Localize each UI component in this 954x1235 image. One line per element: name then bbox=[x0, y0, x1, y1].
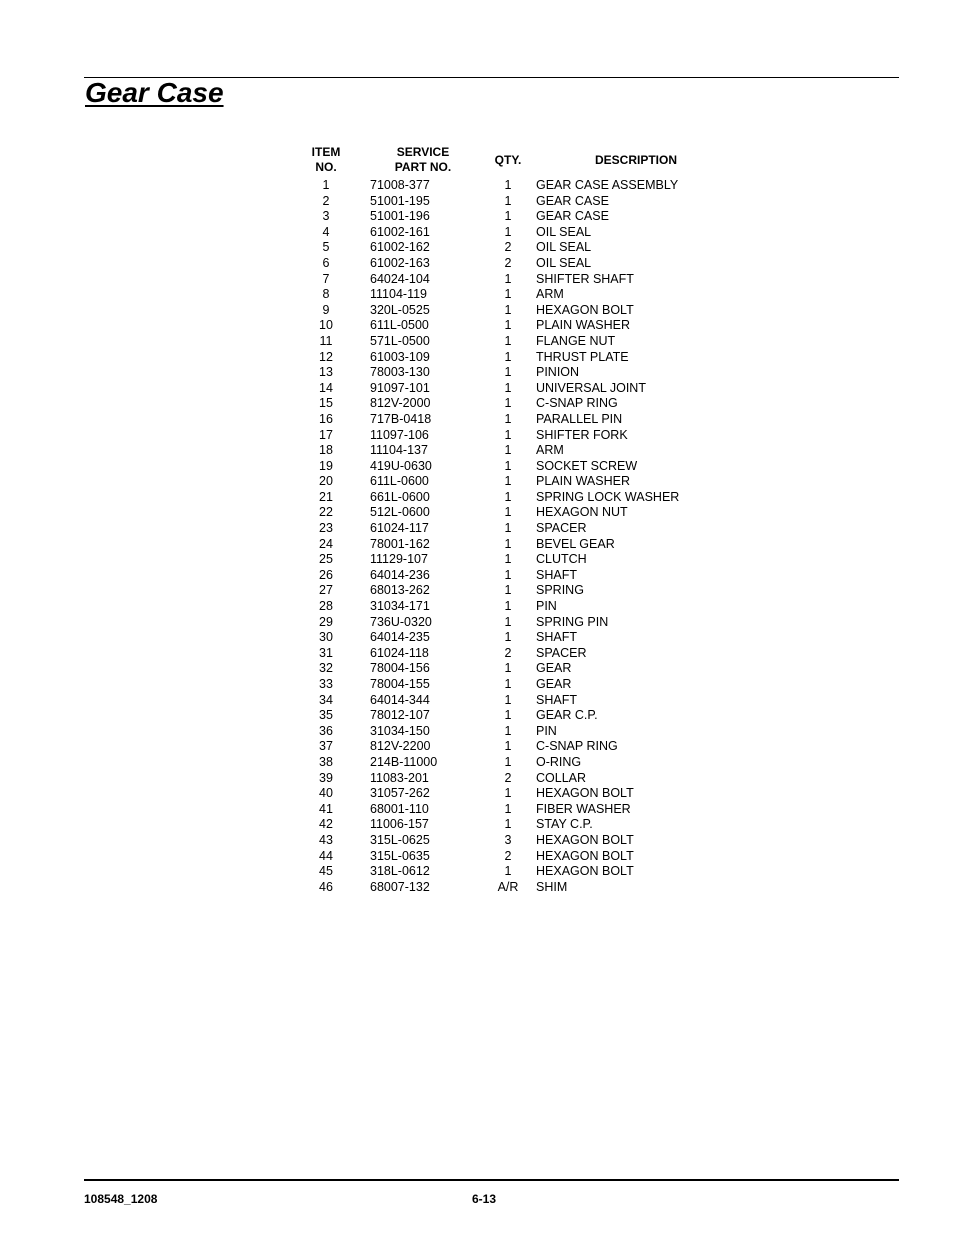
table-row bbox=[300, 630, 736, 646]
table-row bbox=[300, 599, 736, 615]
qty-cell: 2 bbox=[504, 848, 512, 863]
table-row bbox=[300, 677, 736, 693]
part-no-cell: 61024-118 bbox=[370, 645, 429, 660]
item-no-cell: 2 bbox=[322, 193, 330, 208]
item-no-cell: 21 bbox=[319, 489, 333, 504]
description-cell: SHAFT bbox=[536, 692, 577, 707]
description-cell: CLUTCH bbox=[536, 552, 587, 567]
header-service-part-no bbox=[352, 143, 482, 178]
qty-cell: 1 bbox=[504, 661, 512, 676]
part-no-cell: 31034-150 bbox=[370, 723, 430, 738]
qty-cell: 1 bbox=[504, 552, 512, 567]
part-no-cell: 61002-161 bbox=[370, 224, 430, 239]
item-no-cell: 5 bbox=[322, 240, 330, 255]
qty-cell: 1 bbox=[504, 458, 512, 473]
part-no-cell: 61024-117 bbox=[370, 521, 429, 536]
item-no-cell: 22 bbox=[319, 505, 333, 520]
item-no-cell: 1 bbox=[322, 178, 330, 192]
table-row bbox=[300, 833, 736, 849]
part-no-cell: 78003-130 bbox=[370, 365, 430, 380]
item-no-cell: 33 bbox=[319, 677, 333, 691]
table-row bbox=[300, 225, 736, 241]
table-row bbox=[300, 849, 736, 865]
item-no-cell: 38 bbox=[319, 754, 333, 769]
description-cell: SPRING LOCK WASHER bbox=[536, 489, 680, 504]
header-part-line-2: PART NO. bbox=[394, 160, 452, 174]
qty-cell: 1 bbox=[504, 786, 512, 801]
header-qty: QTY. bbox=[494, 152, 522, 167]
description-cell: SPACER bbox=[536, 521, 587, 536]
qty-cell: 1 bbox=[504, 489, 512, 504]
item-no-cell: 20 bbox=[319, 474, 333, 489]
item-no-cell: 26 bbox=[319, 567, 333, 582]
description-cell: UNIVERSAL JOINT bbox=[536, 380, 646, 395]
qty-cell: 1 bbox=[504, 474, 512, 489]
qty-cell: 1 bbox=[504, 318, 512, 333]
header-item-line-2: NO. bbox=[315, 160, 337, 174]
table-row bbox=[300, 615, 736, 631]
description-cell: GEAR CASE bbox=[536, 209, 609, 224]
item-no-cell: 36 bbox=[319, 723, 333, 738]
part-no-cell: 61002-163 bbox=[370, 255, 430, 270]
item-no-cell: 44 bbox=[319, 848, 333, 863]
item-no-cell: 28 bbox=[319, 599, 333, 614]
qty-cell: 1 bbox=[504, 536, 512, 551]
description-cell: OIL SEAL bbox=[536, 224, 592, 239]
qty-cell: 1 bbox=[504, 178, 512, 192]
part-no-cell: 78001-162 bbox=[370, 536, 430, 551]
qty-cell: 1 bbox=[504, 271, 512, 286]
description-cell: GEAR bbox=[536, 677, 572, 691]
part-no-cell: 68007-132 bbox=[370, 879, 430, 894]
part-no-cell: 812V-2200 bbox=[370, 739, 431, 754]
description-cell: PLAIN WASHER bbox=[536, 318, 631, 333]
qty-cell: 1 bbox=[504, 614, 512, 629]
item-no-cell: 14 bbox=[319, 380, 333, 395]
qty-cell: 1 bbox=[504, 287, 512, 302]
table-row bbox=[300, 771, 736, 787]
header-item-line-1: ITEM bbox=[311, 145, 341, 159]
description-cell: OIL SEAL bbox=[536, 240, 592, 255]
description-cell: HEXAGON BOLT bbox=[536, 302, 634, 317]
table-row bbox=[300, 583, 736, 599]
qty-cell: 2 bbox=[504, 255, 512, 270]
description-cell: SHAFT bbox=[536, 567, 577, 582]
item-no-cell: 25 bbox=[319, 552, 333, 567]
part-no-cell: 512L-0600 bbox=[370, 505, 430, 520]
qty-cell: 1 bbox=[504, 817, 512, 832]
part-no-cell: 61002-162 bbox=[370, 240, 430, 255]
qty-cell: 1 bbox=[504, 302, 512, 317]
item-no-cell: 29 bbox=[319, 614, 333, 629]
table-row bbox=[300, 287, 736, 303]
part-no-cell: 812V-2000 bbox=[370, 396, 431, 411]
table-row bbox=[300, 381, 736, 397]
table-row bbox=[300, 661, 736, 677]
qty-cell: 1 bbox=[504, 380, 512, 395]
header-item-no bbox=[300, 143, 352, 178]
qty-cell: 2 bbox=[504, 240, 512, 255]
part-no-cell: 68001-110 bbox=[370, 801, 429, 816]
table-row bbox=[300, 303, 736, 319]
qty-cell: 1 bbox=[504, 723, 512, 738]
item-no-cell: 45 bbox=[319, 864, 333, 879]
item-no-cell: 42 bbox=[319, 817, 333, 832]
description-cell: ARM bbox=[536, 287, 564, 302]
part-no-cell: 419U-0630 bbox=[370, 458, 432, 473]
part-no-cell: 320L-0525 bbox=[370, 302, 430, 317]
table-row bbox=[300, 350, 736, 366]
part-no-cell: 736U-0320 bbox=[370, 614, 432, 629]
table-row bbox=[300, 256, 736, 272]
description-cell: FIBER WASHER bbox=[536, 801, 631, 816]
description-cell: GEAR CASE bbox=[536, 193, 609, 208]
item-no-cell: 12 bbox=[319, 349, 333, 364]
part-no-cell: 661L-0600 bbox=[370, 489, 430, 504]
description-cell: C-SNAP RING bbox=[536, 396, 618, 411]
qty-cell: 1 bbox=[504, 521, 512, 536]
description-cell: OIL SEAL bbox=[536, 255, 592, 270]
item-no-cell: 3 bbox=[322, 209, 330, 224]
table-row bbox=[300, 459, 736, 475]
footer-page-number: 6-13 bbox=[472, 1192, 497, 1206]
qty-cell: 1 bbox=[504, 411, 512, 426]
part-no-cell: 78004-155 bbox=[370, 677, 430, 691]
item-no-cell: 13 bbox=[319, 365, 333, 380]
description-cell: COLLAR bbox=[536, 770, 587, 785]
qty-cell: 1 bbox=[504, 677, 512, 691]
qty-cell: 1 bbox=[504, 801, 512, 816]
part-no-cell: 11129-107 bbox=[370, 552, 428, 567]
description-cell: STAY C.P. bbox=[536, 817, 593, 832]
item-no-cell: 23 bbox=[319, 521, 333, 536]
table-row bbox=[300, 318, 736, 334]
part-no-cell: 11006-157 bbox=[370, 817, 429, 832]
description-cell: SHIFTER FORK bbox=[536, 427, 628, 442]
part-no-cell: 11097-106 bbox=[370, 427, 429, 442]
qty-cell: 1 bbox=[504, 692, 512, 707]
qty-cell: A/R bbox=[497, 879, 519, 894]
description-cell: SOCKET SCREW bbox=[536, 458, 638, 473]
description-cell: PLAIN WASHER bbox=[536, 474, 631, 489]
item-no-cell: 37 bbox=[319, 739, 333, 754]
description-cell: ARM bbox=[536, 443, 564, 458]
item-no-cell: 43 bbox=[319, 832, 333, 847]
table-row bbox=[300, 428, 736, 444]
part-no-cell: 11083-201 bbox=[370, 770, 429, 785]
part-no-cell: 68013-262 bbox=[370, 583, 430, 598]
header-part-line-1: SERVICE bbox=[396, 145, 450, 159]
item-no-cell: 46 bbox=[319, 879, 333, 894]
table-row bbox=[300, 537, 736, 553]
part-no-cell: 64014-344 bbox=[370, 692, 430, 707]
qty-cell: 1 bbox=[504, 427, 512, 442]
table-row bbox=[300, 646, 736, 662]
item-no-cell: 41 bbox=[319, 801, 333, 816]
table-row bbox=[300, 412, 736, 428]
table-row bbox=[300, 864, 736, 880]
table-row bbox=[300, 817, 736, 833]
part-no-cell: 11104-137 bbox=[370, 443, 428, 458]
description-cell: PIN bbox=[536, 599, 557, 614]
description-cell: HEXAGON BOLT bbox=[536, 832, 634, 847]
description-cell: BEVEL GEAR bbox=[536, 536, 615, 551]
table-row bbox=[300, 240, 736, 256]
description-cell: GEAR bbox=[536, 661, 572, 676]
header-description: DESCRIPTION bbox=[594, 152, 677, 167]
qty-cell: 1 bbox=[504, 224, 512, 239]
part-no-cell: 315L-0625 bbox=[370, 832, 430, 847]
qty-cell: 1 bbox=[504, 443, 512, 458]
parts-list-table bbox=[300, 143, 736, 895]
part-no-cell: 61003-109 bbox=[370, 349, 430, 364]
qty-cell: 1 bbox=[504, 567, 512, 582]
description-cell: THRUST PLATE bbox=[536, 349, 629, 364]
qty-cell: 1 bbox=[504, 739, 512, 754]
description-cell: SHIM bbox=[536, 879, 568, 894]
qty-cell: 2 bbox=[504, 645, 512, 660]
table-row bbox=[300, 786, 736, 802]
part-no-cell: 611L-0500 bbox=[370, 318, 429, 333]
part-no-cell: 71008-377 bbox=[370, 178, 430, 192]
table-row bbox=[300, 693, 736, 709]
part-no-cell: 64014-236 bbox=[370, 567, 430, 582]
description-cell: PARALLEL PIN bbox=[536, 411, 623, 426]
description-cell: HEXAGON BOLT bbox=[536, 786, 634, 801]
table-row bbox=[300, 490, 736, 506]
qty-cell: 1 bbox=[504, 599, 512, 614]
table-row bbox=[300, 474, 736, 490]
item-no-cell: 15 bbox=[319, 396, 333, 411]
item-no-cell: 16 bbox=[319, 411, 333, 426]
table-row bbox=[300, 739, 736, 755]
footer-doc-number: 108548_1208 bbox=[84, 1192, 158, 1206]
table-row bbox=[300, 880, 736, 896]
table-row bbox=[300, 443, 736, 459]
qty-cell: 1 bbox=[504, 193, 512, 208]
qty-cell: 1 bbox=[504, 864, 512, 879]
part-no-cell: 717B-0418 bbox=[370, 411, 432, 426]
description-cell: O-RING bbox=[536, 754, 582, 769]
qty-cell: 1 bbox=[504, 754, 512, 769]
item-no-cell: 4 bbox=[322, 224, 330, 239]
description-cell: SHAFT bbox=[536, 630, 577, 645]
item-no-cell: 39 bbox=[319, 770, 333, 785]
qty-cell: 1 bbox=[504, 505, 512, 520]
part-no-cell: 571L-0500 bbox=[370, 333, 430, 348]
description-cell: C-SNAP RING bbox=[536, 739, 618, 754]
description-cell: HEXAGON BOLT bbox=[536, 848, 634, 863]
part-no-cell: 31057-262 bbox=[370, 786, 430, 801]
part-no-cell: 64014-235 bbox=[370, 630, 430, 645]
qty-cell: 1 bbox=[504, 209, 512, 224]
item-no-cell: 35 bbox=[319, 708, 333, 723]
table-row bbox=[300, 178, 736, 194]
table-header-row bbox=[300, 143, 736, 178]
part-no-cell: 64024-104 bbox=[370, 271, 430, 286]
item-no-cell: 6 bbox=[322, 255, 330, 270]
description-cell: SHIFTER SHAFT bbox=[536, 271, 634, 286]
part-no-cell: 91097-101 bbox=[370, 380, 430, 395]
item-no-cell: 19 bbox=[319, 458, 333, 473]
description-cell: SPRING bbox=[536, 583, 584, 598]
table-row bbox=[300, 802, 736, 818]
part-no-cell: 214B-11000 bbox=[370, 754, 438, 769]
item-no-cell: 17 bbox=[319, 427, 333, 442]
part-no-cell: 51001-196 bbox=[370, 209, 430, 224]
description-cell: GEAR C.P. bbox=[536, 708, 598, 723]
table-row bbox=[300, 334, 736, 350]
item-no-cell: 27 bbox=[319, 583, 333, 598]
description-cell: SPRING PIN bbox=[536, 614, 609, 629]
qty-cell: 1 bbox=[504, 583, 512, 598]
description-cell: PINION bbox=[536, 365, 580, 380]
table-row bbox=[300, 521, 736, 537]
part-no-cell: 318L-0612 bbox=[370, 864, 430, 879]
description-cell: HEXAGON BOLT bbox=[536, 864, 634, 879]
item-no-cell: 10 bbox=[319, 318, 333, 333]
description-cell: HEXAGON NUT bbox=[536, 505, 628, 520]
table-row bbox=[300, 209, 736, 225]
table-row bbox=[300, 708, 736, 724]
description-cell: GEAR CASE ASSEMBLY bbox=[536, 178, 679, 192]
description-cell: SPACER bbox=[536, 645, 587, 660]
qty-cell: 1 bbox=[504, 333, 512, 348]
item-no-cell: 8 bbox=[322, 287, 330, 302]
table-row bbox=[300, 505, 736, 521]
item-no-cell: 9 bbox=[322, 302, 330, 317]
part-no-cell: 78012-107 bbox=[370, 708, 430, 723]
item-no-cell: 18 bbox=[319, 443, 333, 458]
table-row bbox=[300, 396, 736, 412]
item-no-cell: 40 bbox=[319, 786, 333, 801]
qty-cell: 1 bbox=[504, 396, 512, 411]
bottom-rule bbox=[84, 1179, 899, 1181]
qty-cell: 2 bbox=[504, 770, 512, 785]
table-row bbox=[300, 755, 736, 771]
part-no-cell: 31034-171 bbox=[370, 599, 430, 614]
part-no-cell: 51001-195 bbox=[370, 193, 430, 208]
description-cell: PIN bbox=[536, 723, 557, 738]
table-row bbox=[300, 194, 736, 210]
description-cell: FLANGE NUT bbox=[536, 333, 616, 348]
part-no-cell: 11104-119 bbox=[370, 287, 427, 302]
qty-cell: 1 bbox=[504, 708, 512, 723]
item-no-cell: 30 bbox=[319, 630, 333, 645]
item-no-cell: 31 bbox=[319, 645, 333, 660]
item-no-cell: 32 bbox=[319, 661, 333, 676]
qty-cell: 3 bbox=[504, 832, 512, 847]
part-no-cell: 315L-0635 bbox=[370, 848, 430, 863]
table-row bbox=[300, 568, 736, 584]
qty-cell: 1 bbox=[504, 349, 512, 364]
table-row bbox=[300, 552, 736, 568]
table-body bbox=[300, 178, 736, 895]
qty-cell: 1 bbox=[504, 365, 512, 380]
table-row bbox=[300, 365, 736, 381]
table-row bbox=[300, 272, 736, 288]
page-title: Gear Case bbox=[85, 77, 224, 108]
item-no-cell: 34 bbox=[319, 692, 333, 707]
part-no-cell: 611L-0600 bbox=[370, 474, 429, 489]
item-no-cell: 7 bbox=[322, 271, 330, 286]
item-no-cell: 11 bbox=[319, 333, 333, 348]
part-no-cell: 78004-156 bbox=[370, 661, 430, 676]
table-row bbox=[300, 724, 736, 740]
item-no-cell: 24 bbox=[319, 536, 333, 551]
qty-cell: 1 bbox=[504, 630, 512, 645]
